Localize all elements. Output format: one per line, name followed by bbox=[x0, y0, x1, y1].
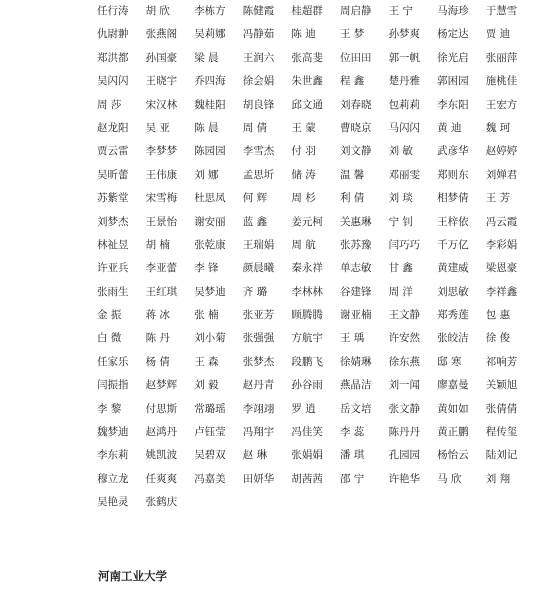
list-item: 马海珍 bbox=[437, 5, 469, 17]
list-item: 赵 琳 bbox=[242, 449, 268, 462]
list-item: 李雪杰 bbox=[242, 145, 275, 158]
list-item: 王润六 bbox=[242, 51, 275, 64]
list-item: 梁 晨 bbox=[194, 51, 219, 64]
list-item: 任爽爽 bbox=[145, 472, 178, 485]
list-item: 王晓宇 bbox=[145, 75, 178, 88]
list-item: 燕晶洁 bbox=[339, 379, 372, 392]
list-item: 吴昕蕾 bbox=[97, 168, 129, 181]
list-item: 张燕阁 bbox=[145, 28, 178, 41]
list-item: 田妍华 bbox=[242, 472, 275, 485]
list-item: 孙谷雨 bbox=[291, 379, 323, 392]
list-item: 刘 娜 bbox=[194, 168, 219, 181]
list-item: 张 楠 bbox=[194, 309, 219, 322]
list-item: 邵 宁 bbox=[339, 472, 365, 485]
list-item: 冯云霞 bbox=[485, 215, 518, 228]
list-item: 关惠琳 bbox=[339, 215, 372, 228]
list-item: 王 宁 bbox=[388, 5, 413, 17]
list-item: 王伟康 bbox=[145, 168, 178, 181]
list-item: 施桃佳 bbox=[485, 75, 518, 88]
list-item: 关颖旭 bbox=[485, 379, 518, 392]
list-item: 郭一帆 bbox=[388, 51, 421, 64]
list-item: 闫巧巧 bbox=[388, 238, 421, 251]
list-item: 许艳华 bbox=[388, 472, 421, 485]
list-item: 冯翔宇 bbox=[242, 426, 275, 439]
list-item: 相梦倩 bbox=[437, 192, 469, 205]
list-item: 岳文培 bbox=[339, 402, 372, 415]
list-item: 李翊翊 bbox=[242, 402, 275, 415]
list-item: 邱文通 bbox=[291, 98, 323, 111]
list-item: 吴莉娜 bbox=[194, 28, 226, 41]
list-item: 潘 琪 bbox=[339, 449, 365, 462]
list-item: 包 惠 bbox=[485, 309, 511, 322]
list-item: 马闪闪 bbox=[388, 121, 421, 134]
list-item: 李林林 bbox=[291, 285, 323, 298]
list-item: 齐 璐 bbox=[242, 285, 268, 298]
list-item: 程传玺 bbox=[485, 426, 518, 439]
list-item: 包莉莉 bbox=[388, 98, 421, 111]
list-item: 许安然 bbox=[388, 332, 421, 345]
list-item: 陈园园 bbox=[194, 145, 226, 158]
list-item: 魏 珂 bbox=[485, 121, 511, 134]
list-item: 仇尉翀 bbox=[97, 28, 129, 41]
list-item: 姜元柯 bbox=[291, 215, 323, 228]
list-item: 张文静 bbox=[388, 402, 421, 415]
list-item: 刘 琰 bbox=[388, 192, 413, 205]
list-item: 郑则东 bbox=[437, 168, 469, 181]
list-item: 赵婷婷 bbox=[485, 145, 518, 158]
list-item: 刘春晓 bbox=[339, 98, 372, 111]
list-item: 刘梦杰 bbox=[97, 215, 129, 228]
list-item: 刘小菊 bbox=[194, 332, 226, 345]
list-item: 胡茜茜 bbox=[291, 472, 323, 485]
list-item: 贾云雷 bbox=[97, 145, 129, 158]
list-item: 卢钰莹 bbox=[194, 426, 226, 439]
list-item: 张丽萍 bbox=[485, 51, 518, 64]
list-item: 廖嘉曼 bbox=[437, 379, 469, 392]
list-item: 张高斐 bbox=[291, 51, 323, 64]
list-item: 王文静 bbox=[388, 309, 421, 322]
list-item: 千万亿 bbox=[437, 238, 469, 251]
list-item: 李东莉 bbox=[97, 449, 129, 462]
list-item: 冯静茹 bbox=[242, 28, 275, 41]
list-item: 陈 迪 bbox=[291, 28, 316, 41]
list-item: 刘 翔 bbox=[485, 472, 511, 485]
list-item: 黄如如 bbox=[437, 402, 469, 415]
list-item: 吴碧双 bbox=[194, 449, 226, 462]
list-item: 许亚兵 bbox=[97, 262, 129, 275]
list-item: 赵梦辉 bbox=[145, 379, 178, 392]
list-item: 刘思敏 bbox=[437, 285, 469, 298]
list-item: 胡良锋 bbox=[242, 98, 275, 111]
list-item: 李祥鑫 bbox=[485, 285, 518, 298]
list-item: 张苏豫 bbox=[339, 238, 372, 251]
list-item: 张亚芳 bbox=[242, 309, 275, 322]
list-item: 张梦杰 bbox=[242, 355, 275, 368]
list-item: 王景怡 bbox=[145, 215, 178, 228]
list-item: 姚凯波 bbox=[145, 449, 178, 462]
list-item: 冯嘉美 bbox=[194, 472, 226, 485]
list-item: 张倩倩 bbox=[485, 402, 518, 415]
section-title: 河南工业大学 bbox=[98, 569, 167, 583]
list-item: 蓝 鑫 bbox=[242, 215, 268, 228]
list-item: 王宏方 bbox=[485, 98, 518, 111]
list-item: 谢亚楠 bbox=[339, 309, 372, 322]
list-item: 穆立龙 bbox=[97, 472, 129, 485]
list-item: 胡 欣 bbox=[145, 5, 170, 17]
list-item: 魏梦迪 bbox=[97, 426, 129, 439]
list-item: 梁恩豪 bbox=[485, 262, 518, 275]
list-item: 张乾康 bbox=[194, 238, 226, 251]
name-list bbox=[97, 0, 534, 515]
list-item: 李 黎 bbox=[97, 402, 122, 415]
list-item: 甘 鑫 bbox=[388, 262, 413, 275]
list-item: 桂超群 bbox=[291, 5, 323, 17]
list-item: 武彦华 bbox=[437, 145, 469, 158]
list-item: 郑秀莲 bbox=[437, 309, 469, 322]
list-item: 黄正鹏 bbox=[437, 426, 469, 439]
list-item: 徐光启 bbox=[437, 51, 469, 64]
list-item: 刘文静 bbox=[339, 145, 372, 158]
list-item: 张强强 bbox=[242, 332, 275, 345]
list-item: 位田田 bbox=[339, 51, 372, 64]
list-item: 冯佳笑 bbox=[291, 426, 323, 439]
list-item: 黄建威 bbox=[437, 262, 469, 275]
list-item: 谷建锋 bbox=[339, 285, 372, 298]
list-item: 楚丹雅 bbox=[388, 75, 421, 88]
list-item: 陈 丹 bbox=[145, 332, 170, 345]
list-item: 李栋方 bbox=[194, 5, 226, 17]
list-item: 林祉昱 bbox=[97, 238, 129, 251]
list-item: 宋雪梅 bbox=[145, 192, 178, 205]
list-item: 利 倩 bbox=[339, 192, 365, 205]
list-item: 吴梦迪 bbox=[194, 285, 226, 298]
list-item: 顾腾腾 bbox=[291, 309, 323, 322]
list-item: 杨定达 bbox=[437, 28, 469, 41]
list-item: 陈 晨 bbox=[194, 121, 219, 134]
list-item: 徐婧琳 bbox=[339, 355, 372, 368]
list-item: 段鹏飞 bbox=[291, 355, 323, 368]
list-item: 张皎洁 bbox=[437, 332, 469, 345]
list-item: 王梓依 bbox=[437, 215, 469, 228]
list-item: 李彩娟 bbox=[485, 238, 518, 251]
list-item: 陈丹丹 bbox=[388, 426, 421, 439]
list-item: 祁响芳 bbox=[485, 355, 518, 368]
list-item: 曹晓京 bbox=[339, 121, 372, 134]
list-item: 马 欣 bbox=[437, 472, 462, 485]
list-item: 张娟娟 bbox=[291, 449, 323, 462]
list-item: 杜思凤 bbox=[194, 192, 226, 205]
list-item: 郭困园 bbox=[437, 75, 469, 88]
list-item: 刘婵君 bbox=[485, 168, 518, 181]
list-item: 程 鑫 bbox=[339, 75, 365, 88]
list-item: 张雨生 bbox=[97, 285, 129, 298]
list-item: 陈健霞 bbox=[242, 5, 275, 17]
list-item: 王 梦 bbox=[339, 28, 365, 41]
list-item: 颜晨曦 bbox=[242, 262, 275, 275]
list-item: 何 辉 bbox=[242, 192, 268, 205]
list-item: 李 蕊 bbox=[339, 426, 365, 439]
list-item: 黄 迪 bbox=[437, 121, 462, 134]
list-item: 储 涛 bbox=[291, 168, 316, 181]
list-item: 郑洪都 bbox=[97, 51, 129, 64]
list-item: 乔四海 bbox=[194, 75, 226, 88]
list-item: 付思斯 bbox=[145, 402, 178, 415]
list-item: 陆刘记 bbox=[485, 449, 518, 462]
list-item: 吴闪闪 bbox=[97, 75, 129, 88]
list-item: 李 锋 bbox=[194, 262, 219, 275]
list-item: 周启静 bbox=[339, 5, 372, 17]
list-item: 李东阳 bbox=[437, 98, 469, 111]
list-item: 闫振指 bbox=[97, 379, 129, 392]
list-item: 周 杉 bbox=[291, 192, 316, 205]
list-item: 魏桂阳 bbox=[194, 98, 226, 111]
list-item: 李梦梦 bbox=[145, 145, 178, 158]
list-item: 张鹤庆 bbox=[145, 496, 178, 509]
list-item: 于慧雪 bbox=[485, 5, 518, 17]
list-item: 蒋 冰 bbox=[145, 309, 170, 322]
list-item: 罗 逍 bbox=[291, 402, 316, 415]
list-item: 邸 寒 bbox=[437, 355, 462, 368]
list-item: 任行涛 bbox=[97, 5, 129, 17]
list-item: 赵丹青 bbox=[242, 379, 275, 392]
list-item: 贾 迪 bbox=[485, 28, 511, 41]
list-item: 吴艳灵 bbox=[97, 496, 129, 509]
list-item: 谢安丽 bbox=[194, 215, 226, 228]
list-item: 温 馨 bbox=[339, 168, 365, 181]
list-item: 秦永祥 bbox=[291, 262, 323, 275]
list-item: 宁 钊 bbox=[388, 215, 413, 228]
list-item: 徐 俊 bbox=[485, 332, 511, 345]
list-item: 王 芳 bbox=[485, 192, 511, 205]
list-item: 赵龙阳 bbox=[97, 121, 129, 134]
list-item: 白 微 bbox=[97, 332, 122, 345]
list-item: 周 倩 bbox=[242, 121, 268, 134]
list-item: 徐东燕 bbox=[388, 355, 421, 368]
list-item: 赵鸿丹 bbox=[145, 426, 178, 439]
list-item: 方航宇 bbox=[291, 332, 323, 345]
list-item: 李亚蕾 bbox=[145, 262, 178, 275]
list-item: 王红琪 bbox=[145, 285, 178, 298]
list-item: 周 洋 bbox=[388, 285, 413, 298]
list-item: 徐会娟 bbox=[242, 75, 275, 88]
list-item: 吴 亚 bbox=[145, 121, 170, 134]
list-item: 付 羽 bbox=[291, 145, 316, 158]
list-item: 王 瑀 bbox=[339, 332, 365, 345]
list-item: 王 蒙 bbox=[291, 121, 316, 134]
list-item: 单志敏 bbox=[339, 262, 372, 275]
list-item: 朱世鑫 bbox=[291, 75, 323, 88]
list-item: 邓丽雯 bbox=[388, 168, 421, 181]
list-item: 胡 楠 bbox=[145, 238, 170, 251]
list-item: 孔园园 bbox=[388, 449, 421, 462]
list-item: 周 莎 bbox=[97, 98, 122, 111]
list-item: 周 航 bbox=[291, 238, 316, 251]
list-item: 金 振 bbox=[97, 309, 122, 322]
list-item: 孟思圻 bbox=[242, 168, 275, 181]
list-item: 宋汉林 bbox=[145, 98, 178, 111]
list-item: 刘 敏 bbox=[388, 145, 413, 158]
list-item: 孙梦爽 bbox=[388, 28, 421, 41]
list-item: 刘一闻 bbox=[388, 379, 421, 392]
list-item: 孙国豪 bbox=[145, 51, 178, 64]
list-item: 杨 倩 bbox=[145, 355, 170, 368]
list-item: 任家乐 bbox=[97, 355, 129, 368]
list-item: 刘 毅 bbox=[194, 379, 219, 392]
list-item: 苏紫堂 bbox=[97, 192, 129, 205]
list-item: 杨怡云 bbox=[437, 449, 469, 462]
list-item: 王 森 bbox=[194, 355, 219, 368]
list-item: 常璐瑶 bbox=[194, 402, 226, 415]
list-item: 王瑞娟 bbox=[242, 238, 275, 251]
